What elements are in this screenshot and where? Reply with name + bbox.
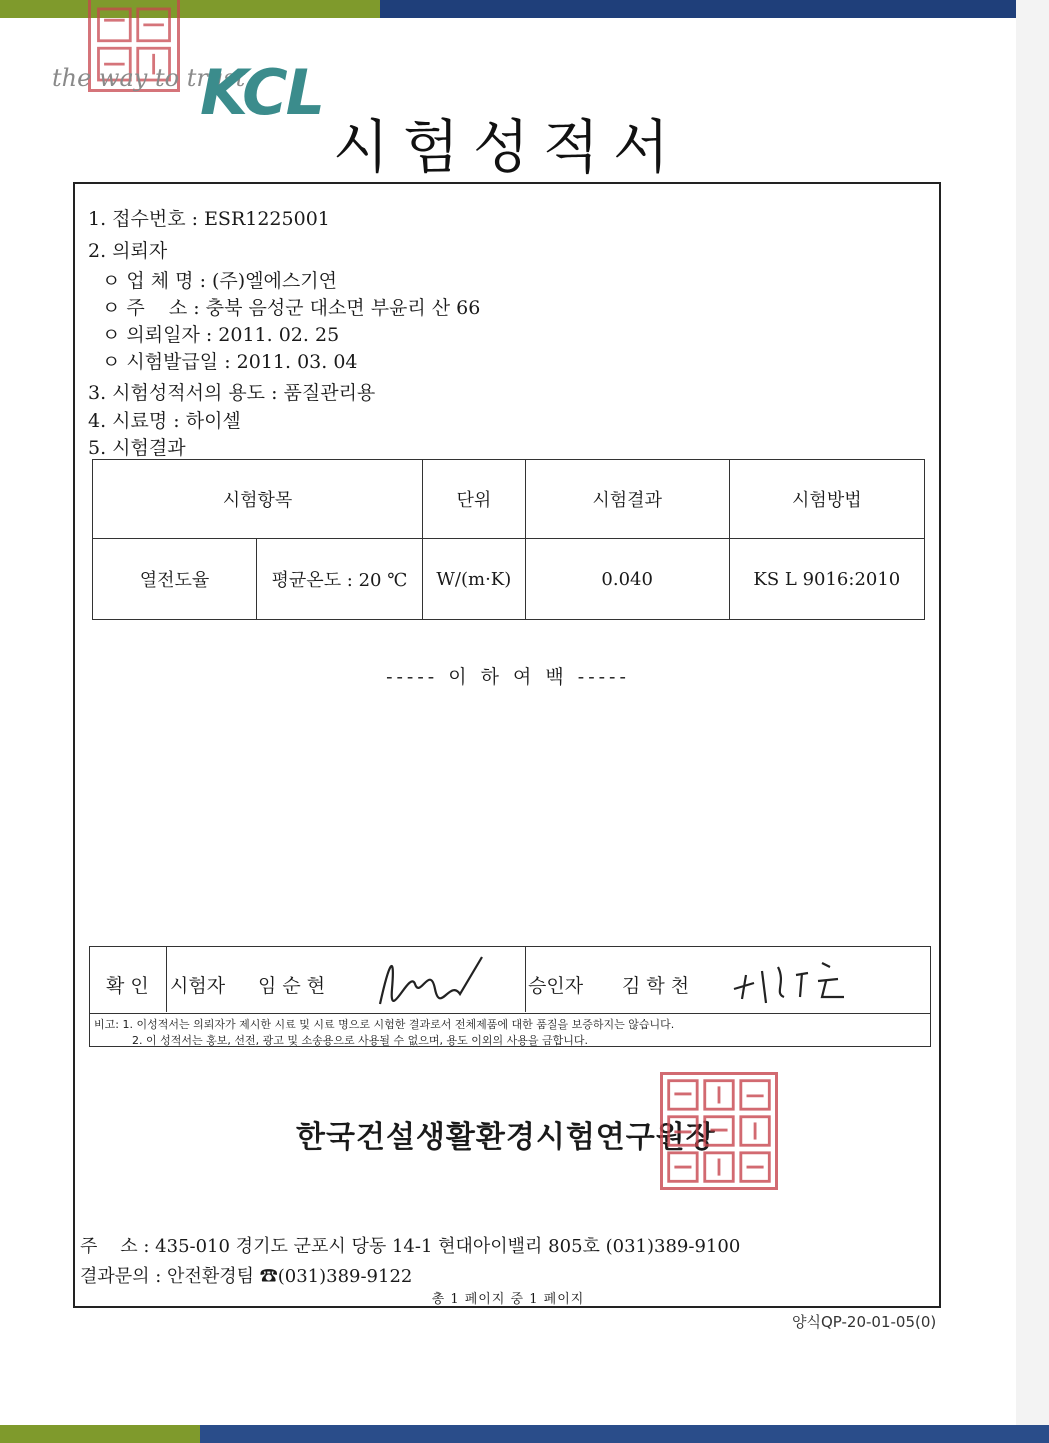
- confirm-label: 확 인: [106, 975, 149, 997]
- approver-signature-icon: [726, 953, 856, 1009]
- header-test-item: 시험항목: [93, 460, 423, 539]
- cell-method: KS L 9016:2010: [729, 539, 924, 620]
- bottom-color-bar: [0, 1425, 1049, 1443]
- page-count: 총 1 페이지 중 1 페이지: [431, 1292, 585, 1307]
- header-result: 시험결과: [525, 460, 729, 539]
- sample-name: 4. 시료명 : 하이셀: [88, 410, 241, 432]
- issue-date: ㅇ 시험발급일 : 2011. 03. 04: [102, 351, 358, 373]
- cell-result: 0.040: [525, 539, 729, 620]
- table-header-row: [93, 460, 925, 539]
- results-table: [92, 459, 925, 620]
- cell-unit: W/(m·K): [422, 539, 525, 620]
- notes-box: [89, 1013, 931, 1047]
- table-row: [93, 539, 925, 620]
- tester-signature-icon: [370, 949, 490, 1011]
- approver-name: 김 학 천: [622, 975, 690, 997]
- footer-address: 주 소 : 435-010 경기도 군포시 당동 14-1 현대아이밸리 805호 (031)389-9100: [80, 1236, 741, 1257]
- kcl-logo: KCL: [200, 56, 324, 129]
- report-purpose: 3. 시험성적서의 용도 : 품질관리용: [88, 382, 376, 404]
- note-2: 2. 이 성적서는 홍보, 선전, 광고 및 소송용으로 사용될 수 없으며, 용도 이외의 사용을 금합니다.: [132, 1034, 588, 1047]
- footer-contact: 결과문의 : 안전환경팀 ☎(031)389-9122: [80, 1266, 413, 1287]
- approver-label: 승인자: [528, 975, 584, 997]
- cell-item: 열전도율: [93, 539, 257, 620]
- institute-name: 한국건설생활환경시험연구원장: [296, 1120, 716, 1155]
- client-heading: 2. 의뢰자: [88, 240, 168, 262]
- tester-label: 시험자: [170, 975, 226, 997]
- official-seal-icon: [663, 1075, 775, 1187]
- header-method: 시험방법: [729, 460, 924, 539]
- company-name: ㅇ 업 체 명 : (주)엘에스기연: [102, 270, 337, 292]
- receipt-number: 1. 접수번호 : ESR1225001: [88, 208, 330, 230]
- cell-condition: 평균온도 : 20 ℃: [256, 539, 422, 620]
- request-date: ㅇ 의뢰일자 : 2011. 02. 25: [102, 324, 340, 346]
- header-unit: 단위: [422, 460, 525, 539]
- institute-seal-stamp: [660, 1072, 778, 1190]
- scan-edge: [1016, 0, 1049, 1443]
- results-heading: 5. 시험결과: [88, 437, 186, 459]
- logo-tagline: the way to trust: [52, 64, 246, 92]
- note-1: 비고: 1. 이성적서는 의뢰자가 제시한 시료 및 시료 명으로 시험한 결과로서 전체제품에 대한 품질을 보증하지는 않습니다.: [94, 1018, 675, 1031]
- page-title: 시험성적서: [332, 113, 684, 181]
- signature-box: [89, 946, 931, 1014]
- form-number: 양식QP-20-01-05(0): [792, 1313, 937, 1331]
- tester-name: 임 순 현: [258, 975, 326, 997]
- company-address: ㅇ 주 소 : 충북 음성군 대소면 부윤리 산 66: [102, 297, 481, 319]
- blank-below-notice: ----- 이 하 여 백 -----: [386, 666, 630, 688]
